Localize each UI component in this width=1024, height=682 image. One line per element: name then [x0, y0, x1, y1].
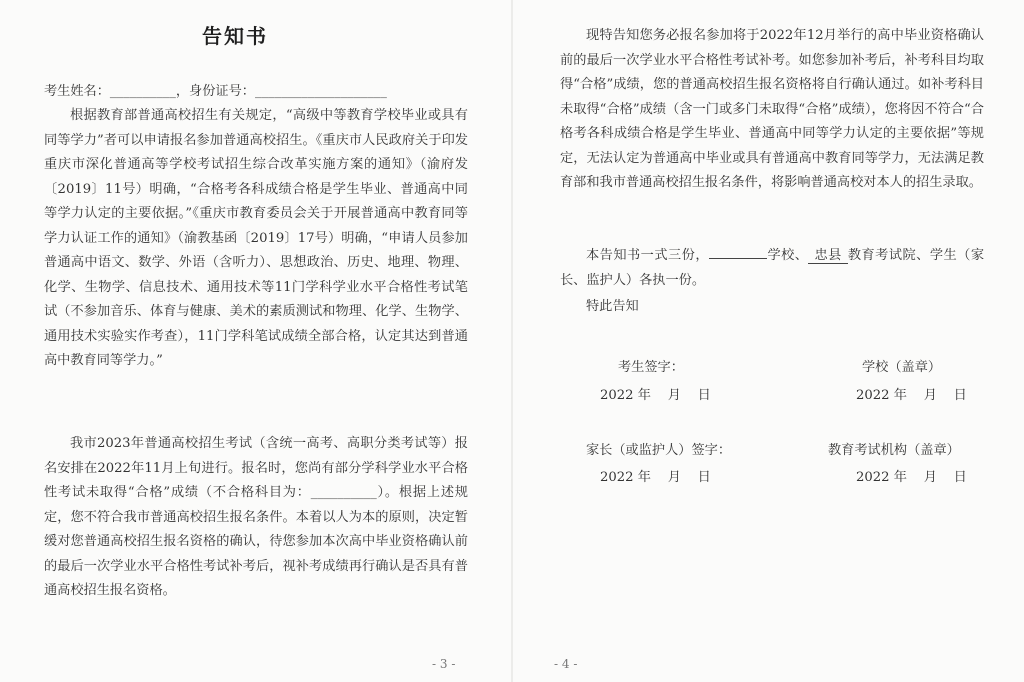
copies-text-pre: 本告知书一式三份， — [586, 248, 709, 263]
closing-text: 特此告知 — [586, 299, 639, 314]
student-signature-label: 考生签字： — [618, 360, 684, 375]
parent-date: 2022 年 月 日 — [600, 470, 711, 485]
school-date: 2022 年 月 日 — [856, 388, 967, 403]
page-number: - 4 - — [554, 657, 578, 671]
paragraph-notice: 现特告知您务必报名参加将于2022年12月举行的高中毕业资格确认前的最后一次学业水平合格性考试补考。如您参加补考后，补考科目均取得“合格”成绩，您的普通高校招生报名资格将自行确认通过。如补考科目未取得“合格”成绩（含一门或多门未取得“合格”成绩），您将因不符合“合格考各科成绩合格是学生毕业、普通高中同等学力认定的主要依据”等规定，无法认定为普通高中毕业或具有普通高中教育同等学力，无法满足教育部和我市普通高校招生报名条件，将影响普通高校对本人的招生录取。 — [560, 28, 984, 190]
agency-seal-label: 教育考试机构（盖章） — [828, 443, 960, 458]
copies-text-post: 教育考试院、学生（家长、监护人）各执一份。 — [560, 248, 985, 288]
copies-text-school: 学校、 — [767, 248, 809, 263]
agency-date: 2022 年 月 日 — [856, 470, 967, 485]
school-seal-label: 学校（盖章） — [862, 360, 942, 375]
paragraph-registration: 我市2023年普通高校招生考试（含统一高考、高职分类考试等）报名安排在2022年11月上旬进行。报名时，您尚有部分学科学业水平合格性考试未取得“合格”成绩（不合格科目为：__________）。根据上述规定，您不符合我市普通高校招生报名条件。本着以人为本的原则，决定暂缓对您普通高校招生报名资格的确认，待您参加本次高中毕业资格确认前的最后一次学业水平合格性考试补考后，视补考成绩再行确认是否具有普通高校招生报名资格。 — [44, 436, 468, 598]
candidate-info-line: 考生姓名：__________，身份证号：____________________ — [44, 84, 387, 99]
parent-signature-label: 家长（或监护人）签字： — [586, 443, 732, 458]
paragraph-copies — [560, 244, 984, 293]
county-name: 忠县 — [808, 248, 847, 264]
paragraph-regulations: 根据教育部普通高校招生有关规定，“高级中等教育学校毕业或具有同等学力”者可以申请报名参加普通高校招生。《重庆市人民政府关于印发重庆市深化普通高等学校考试招生综合改革实施方案的通知》（渝府发〔2019〕11号）明确，“合格考各科成绩合格是学生毕业、普通高中同等学力认定的主要依据。”《重庆市教育委员会关于开展普通高中教育同等学力认证工作的通知》（渝教基函〔2019〕17号）明确，“申请人员参加普通高中语文、数学、外语（含听力）、思想政治、历史、地理、物理、化学、生物学、信息技术、通用技术等11门学科学业水平合格性考试笔试（不参加音乐、体育与健康、美术的素质测试和物理、化学、生物学、通用技术实验实作考查），11门学科笔试成绩全部合格，认定其达到普通高中教育同等学力。” — [44, 108, 468, 368]
page-4 — [512, 0, 1024, 682]
school-blank — [709, 244, 767, 259]
page-number: - 3 - — [432, 657, 456, 671]
scan-mark — [864, 4, 954, 16]
student-date: 2022 年 月 日 — [600, 388, 711, 403]
page-title: 告知书 — [202, 24, 268, 48]
